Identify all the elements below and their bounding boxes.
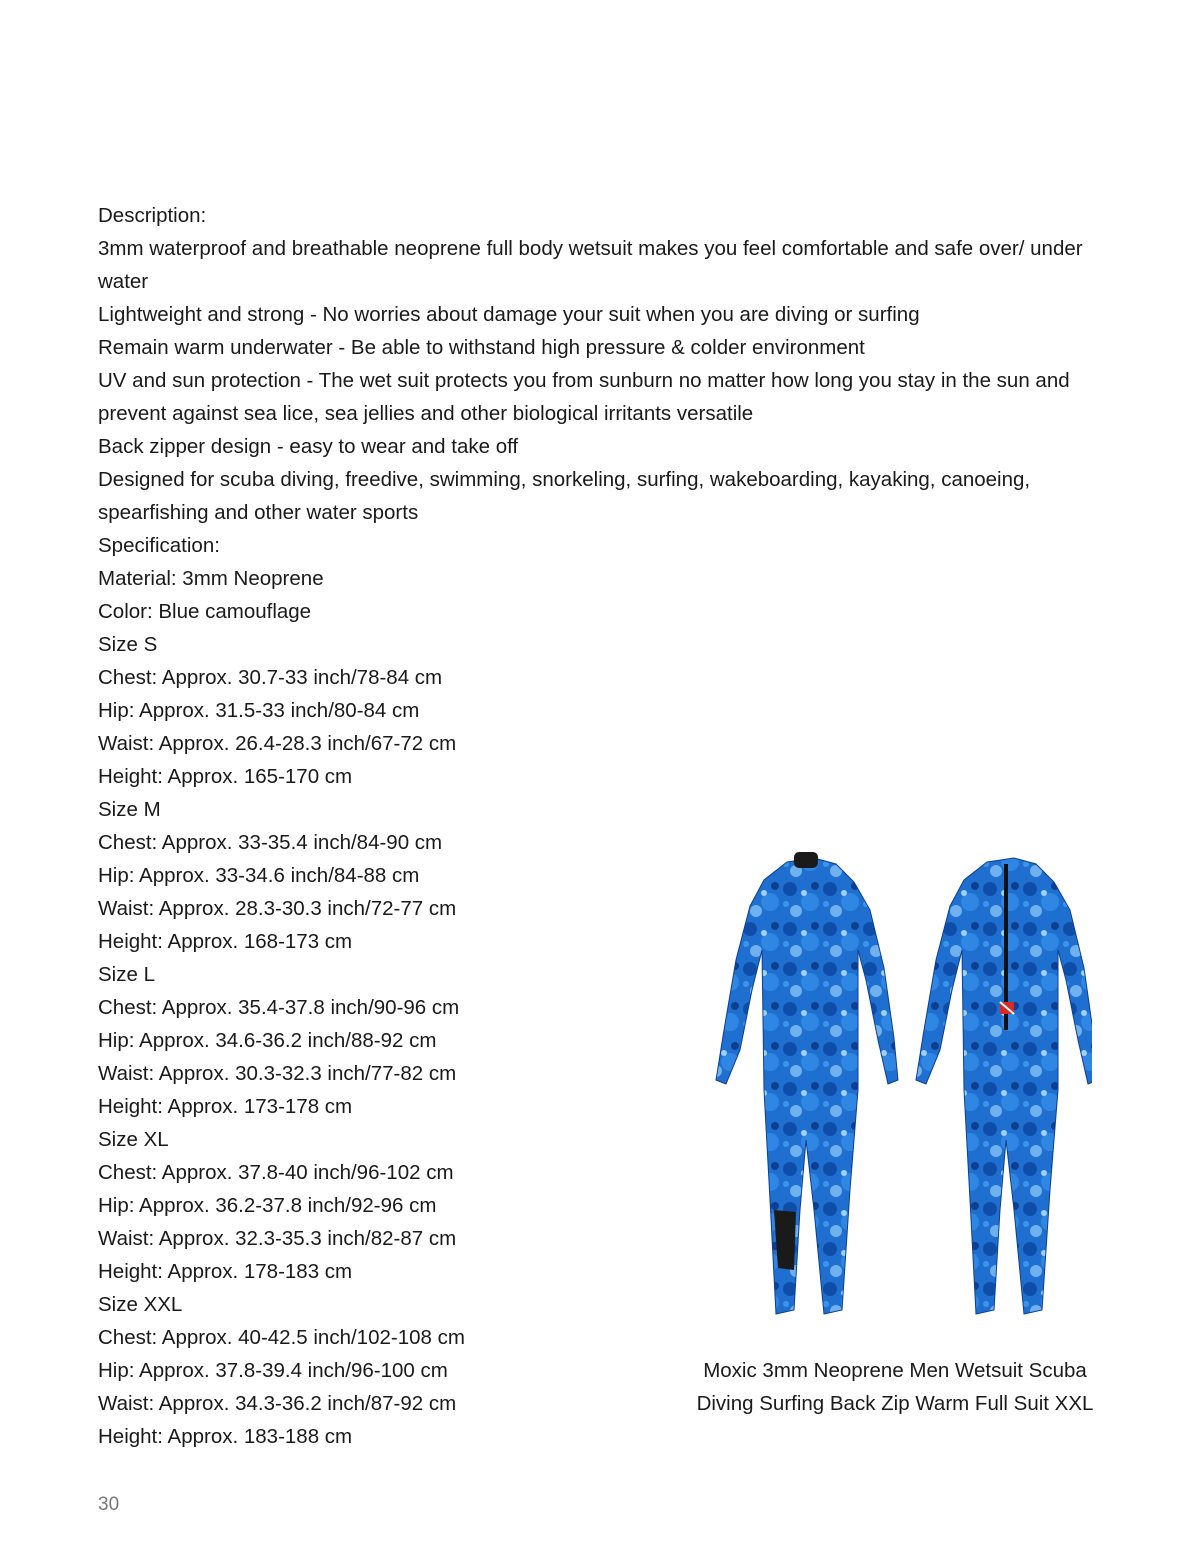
size-waist: Waist: Approx. 26.4-28.3 inch/67-72 cm <box>98 732 457 755</box>
spec-color: Color: Blue camouflage <box>98 600 312 623</box>
size-waist: Waist: Approx. 30.3-32.3 inch/77-82 cm <box>98 1062 457 1085</box>
size-height: Height: Approx. 165-170 cm <box>98 765 353 788</box>
size-title: Size M <box>98 798 161 821</box>
size-chest: Chest: Approx. 37.8-40 inch/96-102 cm <box>98 1161 454 1184</box>
size-height: Height: Approx. 168-173 cm <box>98 930 353 953</box>
size-title: Size XL <box>98 1128 169 1151</box>
size-hip: Hip: Approx. 33-34.6 inch/84-88 cm <box>98 864 420 887</box>
product-caption: Moxic 3mm Neoprene Men Wetsuit Scuba Diving Surfing Back Zip Warm Full Suit XXL <box>696 1359 1094 1415</box>
description-line: Designed for scuba diving, freedive, swimming, snorkeling, surfing, wakeboarding, kayaking, canoeing, spearfishing and other water sports <box>98 468 1031 524</box>
size-hip: Hip: Approx. 36.2-37.8 inch/92-96 cm <box>98 1194 437 1217</box>
size-waist: Waist: Approx. 28.3-30.3 inch/72-77 cm <box>98 897 457 920</box>
description-line: Back zipper design - easy to wear and take off <box>98 435 519 458</box>
description-line: 3mm waterproof and breathable neoprene full body wetsuit makes you feel comfortable and safe over/ under water <box>98 237 1083 293</box>
description-line: UV and sun protection - The wet suit protects you from sunburn no matter how long you stay in the sun and prevent against sea lice, sea jellies and other biological irritants versatile <box>98 369 1070 425</box>
page-number: 30 <box>98 1494 120 1515</box>
description-line: Lightweight and strong - No worries about damage your suit when you are diving or surfing <box>98 303 920 326</box>
spec-material: Material: 3mm Neoprene <box>98 567 324 590</box>
size-waist: Waist: Approx. 32.3-35.3 inch/82-87 cm <box>98 1227 457 1250</box>
specification-heading: Specification: <box>98 534 220 557</box>
description-heading: Description: <box>98 204 207 227</box>
size-hip: Hip: Approx. 31.5-33 inch/80-84 cm <box>98 699 420 722</box>
wetsuit-back <box>916 858 1092 1314</box>
size-title: Size L <box>98 963 155 986</box>
size-chest: Chest: Approx. 35.4-37.8 inch/90-96 cm <box>98 996 460 1019</box>
size-hip: Hip: Approx. 34.6-36.2 inch/88-92 cm <box>98 1029 437 1052</box>
size-chest: Chest: Approx. 30.7-33 inch/78-84 cm <box>98 666 443 689</box>
wetsuit-product-image <box>702 840 1092 1340</box>
size-hip: Hip: Approx. 37.8-39.4 inch/96-100 cm <box>98 1359 448 1382</box>
size-height: Height: Approx. 173-178 cm <box>98 1095 353 1118</box>
product-figure <box>690 840 1100 1420</box>
wetsuit-front <box>716 852 898 1314</box>
size-title: Size XXL <box>98 1293 183 1316</box>
size-waist: Waist: Approx. 34.3-36.2 inch/87-92 cm <box>98 1392 457 1415</box>
size-chest: Chest: Approx. 40-42.5 inch/102-108 cm <box>98 1326 465 1349</box>
size-chest: Chest: Approx. 33-35.4 inch/84-90 cm <box>98 831 443 854</box>
size-height: Height: Approx. 183-188 cm <box>98 1425 353 1448</box>
size-height: Height: Approx. 178-183 cm <box>98 1260 353 1283</box>
size-title: Size S <box>98 633 158 656</box>
description-line: Remain warm underwater - Be able to withstand high pressure & colder environment <box>98 336 865 359</box>
